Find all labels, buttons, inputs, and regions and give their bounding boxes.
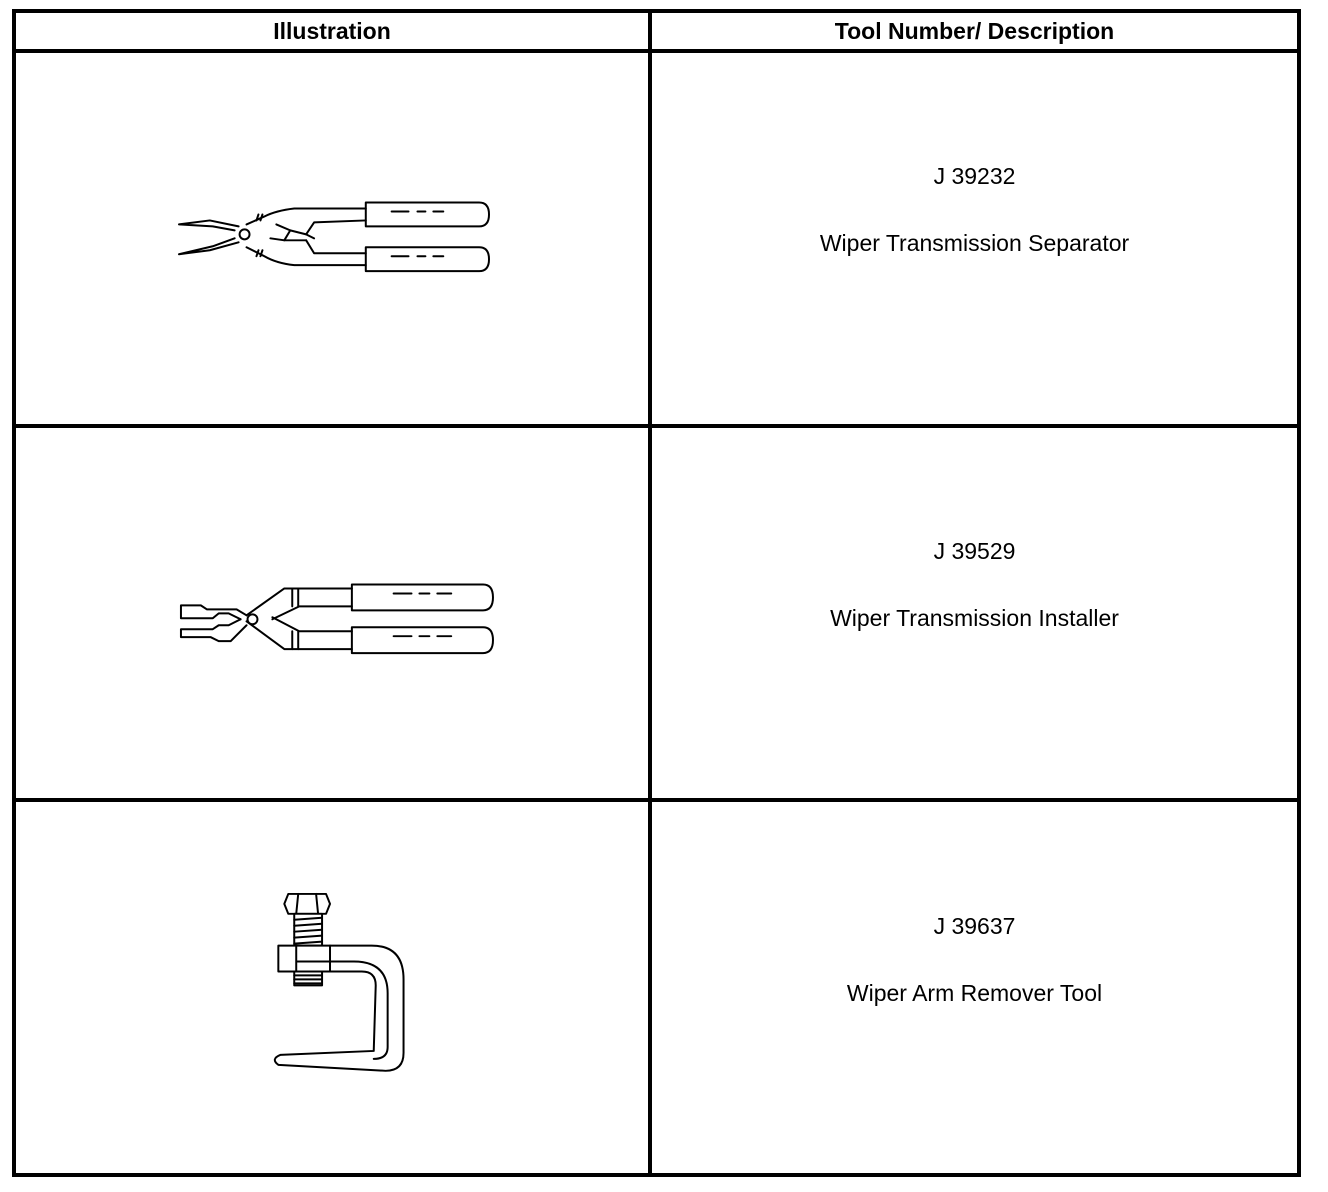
description-cell [650,51,1299,426]
illustration-cell [14,426,650,801]
tool-number: J 39637 [933,912,1016,939]
description-cell [650,800,1299,1175]
tool-table [12,9,1301,1177]
tool-description: Wiper Transmission Separator [819,230,1130,257]
separator-pliers-icon [16,53,648,424]
table-row [14,426,1299,801]
header-tool-description: Tool Number/ Description [650,11,1299,51]
arm-remover-clamp-icon [16,802,648,1173]
tool-description: Wiper Arm Remover Tool [846,979,1103,1006]
header-illustration: Illustration [14,11,650,51]
header-row [14,11,1299,51]
tool-number: J 39232 [933,163,1016,190]
description-cell [650,426,1299,801]
table-row [14,800,1299,1175]
illustration-cell [14,800,650,1175]
tool-description: Wiper Transmission Installer [830,604,1119,631]
illustration-cell [14,51,650,426]
installer-pliers-icon [16,428,648,799]
table-row [14,51,1299,426]
tool-number: J 39529 [933,537,1016,564]
